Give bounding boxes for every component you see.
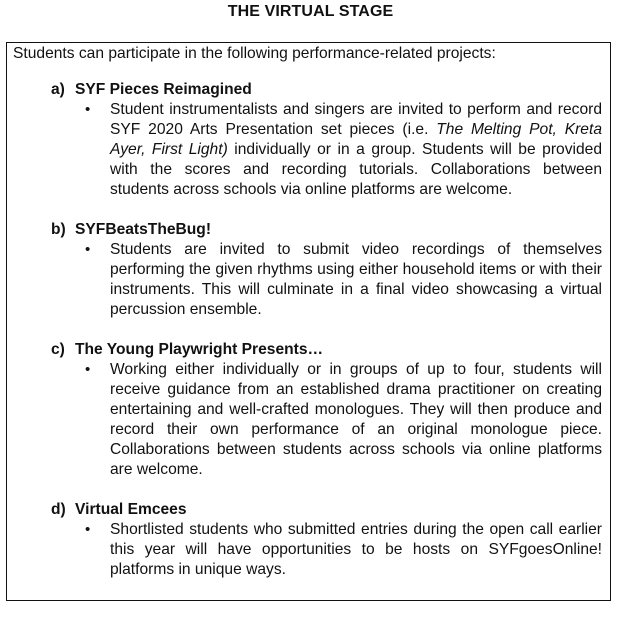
section-heading [51, 500, 602, 520]
section-heading [51, 220, 602, 240]
bullet-item [51, 100, 602, 200]
bullet-text: Shortlisted students who submitted entries during the open call earlier this year will have opportunities to be hosts on SYFgoesOnline! platforms in unique ways. [110, 521, 602, 578]
bullet-text-part: individually or in a group. Students will be provided with the scores and recording tutorials. Collaborations between students across schools via online platforms are welcome. [110, 141, 602, 198]
bullet-text: Students are invited to submit video recordings of themselves performing the given rhythms using either household items or with their instruments. This will culminate in a final video showcasing a virtual percussion ensemble. [110, 241, 602, 318]
bullet-text-part: Student instrumentalists and singers are invited to perform and record SYF 2020 Arts Presentation set pieces (i.e. [110, 101, 602, 138]
section-letter: a) [51, 81, 65, 98]
section-title: The Young Playwright Presents… [75, 341, 324, 358]
set-pieces-italic: The Melting Pot, Kreta Ayer, First Light) [110, 121, 602, 158]
section-syf-beats-the-bug [51, 220, 602, 320]
section-title: Virtual Emcees [75, 501, 187, 518]
section-virtual-emcees [51, 500, 602, 580]
bullet-item [51, 520, 602, 580]
bullet-icon: • [85, 101, 91, 118]
section-heading [51, 80, 602, 100]
bullet-icon: • [85, 361, 91, 378]
bullet-item [51, 240, 602, 320]
section-young-playwright-presents [51, 340, 602, 480]
section-letter: c) [51, 341, 65, 358]
projects-box [6, 42, 611, 601]
section-heading [51, 340, 602, 360]
bullet-icon: • [85, 241, 91, 258]
bullet-text [110, 100, 602, 200]
intro-text: Students can participate in the following performance-related projects: [13, 45, 496, 62]
bullet-item [51, 360, 602, 480]
section-letter: b) [51, 221, 66, 238]
section-letter: d) [51, 501, 66, 518]
section-title: SYFBeatsTheBug! [75, 221, 212, 238]
document-title: THE VIRTUAL STAGE [227, 3, 394, 20]
bullet-text: Working either individually or in groups of up to four, students will receive guidance from an established drama practitioner on creating entertaining and well-crafted monologues. They will then produce and record their own performance of an original monologue piece. Collaborations between students across schools via online platforms are welcome. [110, 361, 602, 478]
bullet-icon: • [85, 521, 91, 538]
section-title: SYF Pieces Reimagined [75, 81, 252, 98]
section-syf-pieces-reimagined [51, 80, 602, 200]
